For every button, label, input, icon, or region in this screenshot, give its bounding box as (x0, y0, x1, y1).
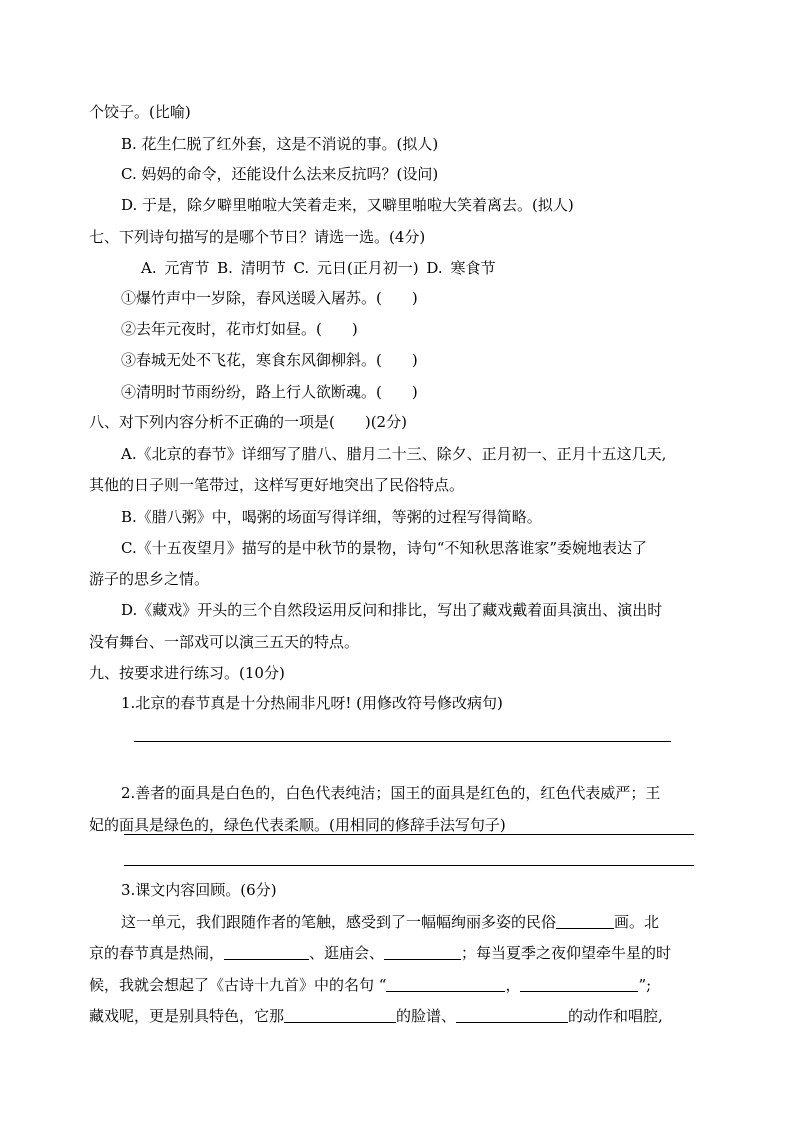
q7-item-2[interactable]: ②去年元夜时，花市灯如昼。( ) (121, 320, 358, 338)
fill-blank-7[interactable] (456, 1008, 568, 1023)
q9-sub3-text: 藏戏呢，更是别具特色，它那 (89, 1007, 285, 1025)
fill-blank-3[interactable] (384, 945, 461, 960)
q9-sub3-text: 候，我就会想起了《古诗十九首》中的名句 “ (89, 976, 387, 994)
q8-option-c-line1: C.《十五夜望月》描写的是中秋节的景物，诗句“不知秋思落谁家”委婉地表达了 (121, 539, 648, 557)
q9-sub1-prompt: 1.北京的春节真是十分热闹非凡呀! (用修改符号修改病句) (121, 694, 503, 712)
q9-sub2-prompt-line2: 妃的面具是绿色的，绿色代表柔顺。(用相同的修辞手法写句子) (89, 816, 506, 834)
fill-blank-1[interactable] (556, 914, 614, 929)
q8-option-a-line1: A.《北京的春节》详细写了腊八、腊月二十三、除夕、正月初一、正月十五这几天, (121, 445, 667, 463)
q6-option-c: C. 妈妈的命令，还能设什么法来反抗吗？(设问) (121, 165, 439, 183)
q8-option-b: B.《腊八粥》中，喝粥的场面写得详细，等粥的过程写得简略。 (121, 508, 542, 526)
q8-option-d-line2: 没有舞台、一部戏可以演三五天的特点。 (89, 633, 360, 651)
q9-sub3-text: ， (505, 976, 521, 994)
q9-sub3-title: 3.课文内容回顾。(6分) (121, 881, 277, 899)
q6-continuation: 个饺子。(比喻) (89, 103, 191, 121)
q9-sub2-prompt-line1: 2.善者的面具是白色的，白色代表纯洁；国王的面具是红色的，红色代表威严；王 (121, 784, 661, 802)
q6-option-b: B. 花生仁脱了红外套，这是不消说的事。(拟人) (121, 135, 439, 153)
q7-item-1[interactable]: ①爆竹声中一岁除，春风送暖入屠苏。( ) (121, 289, 418, 307)
q8-title: 八、对下列内容分析不正确的一项是( )(2分) (89, 413, 407, 431)
q9-sub3-text: 京的春节真是热闹， (89, 944, 225, 962)
q9-sub3-text: 的脸谱、 (396, 1007, 457, 1025)
q9-sub3-text: ；每当夏季之夜仰望牵牛星的时 (461, 944, 672, 962)
fill-blank-2[interactable] (224, 945, 309, 960)
q7-options: A. 元宵节 B. 清明节 C. 元日(正月初一) D. 寒食节 (141, 259, 496, 277)
q9-sub3-para-line4 (89, 1006, 663, 1026)
q8-option-a-line2: 其他的日子则一笔带过，这样写更好地突出了民俗特点。 (89, 476, 465, 494)
q6-option-d: D. 于是，除夕噼里啪啦大笑着走来，又噼里啪啦大笑着离去。(拟人) (121, 196, 574, 214)
q9-sub3-text: 的动作和唱腔, (568, 1007, 663, 1025)
q9-sub3-para-line2 (89, 943, 671, 963)
q7-item-4[interactable]: ④清明时节雨纷纷，路上行人欲断魂。( ) (121, 383, 418, 401)
q9-sub3-text: 这一单元，我们跟随作者的笔触，感受到了一幅幅绚丽多姿的民俗 (121, 913, 557, 931)
q9-sub1-answer-line[interactable] (134, 741, 671, 742)
q9-sub3-para-line1 (121, 912, 659, 932)
fill-blank-5[interactable] (520, 977, 638, 992)
q9-sub3-text: 、逛庙会、 (309, 944, 385, 962)
q9-sub3-text: ”; (638, 976, 652, 994)
fill-blank-4[interactable] (386, 977, 505, 992)
q7-title: 七、下列诗句描写的是哪个节日？请选一选。(4分) (89, 228, 426, 246)
q8-option-c-line2: 游子的思乡之情。 (89, 570, 210, 588)
q7-item-3[interactable]: ③春城无处不飞花，寒食东风御柳斜。( ) (121, 351, 418, 369)
q9-sub2-answer-line-1[interactable] (124, 834, 694, 835)
q8-option-d-line1: D.《藏戏》开头的三个自然段运用反问和排比，写出了藏戏戴着面具演出、演出时 (121, 601, 663, 619)
q9-title: 九、按要求进行练习。(10分) (89, 664, 285, 682)
q9-sub3-para-line3 (89, 975, 651, 995)
q9-sub3-text: 画。北 (614, 913, 660, 931)
fill-blank-6[interactable] (284, 1008, 396, 1023)
q9-sub2-answer-line-2[interactable] (124, 865, 694, 866)
